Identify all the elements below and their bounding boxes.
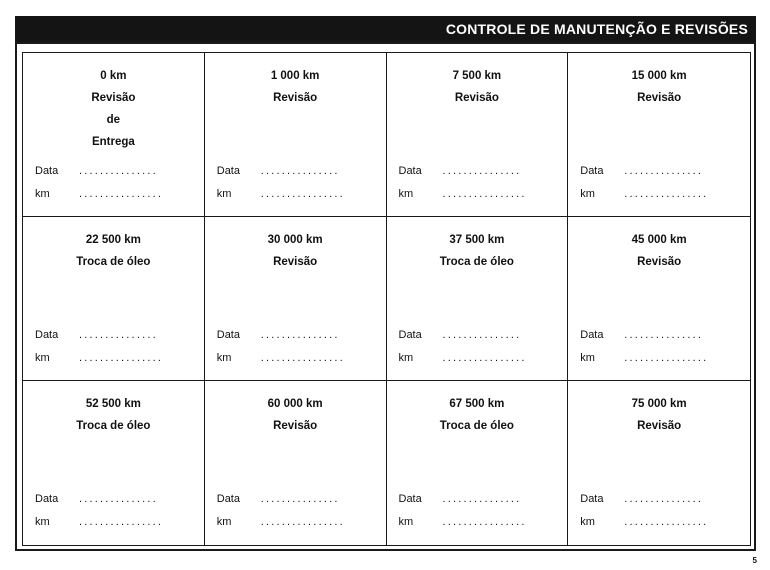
service-mileage: 60 000 km bbox=[267, 398, 323, 410]
service-type: Revisão bbox=[637, 420, 682, 432]
date-field-label: Data bbox=[216, 165, 240, 177]
km-field-label: km bbox=[398, 188, 414, 200]
km-field-label: km bbox=[580, 516, 595, 528]
date-field[interactable] bbox=[399, 493, 558, 505]
service-mileage: 67 500 km bbox=[449, 398, 505, 410]
km-field-dotted-line[interactable]: ................ bbox=[260, 352, 345, 364]
service-type: de bbox=[106, 114, 121, 126]
date-field-dotted-line[interactable]: ............... bbox=[79, 329, 158, 341]
date-field[interactable] bbox=[580, 165, 740, 177]
km-field[interactable] bbox=[580, 188, 740, 200]
date-field-label: Data bbox=[398, 329, 422, 341]
date-field-label: Data bbox=[580, 329, 604, 341]
km-field-dotted-line[interactable]: ................ bbox=[624, 352, 709, 364]
date-field-dotted-line[interactable]: ............... bbox=[442, 165, 522, 177]
km-field-label: km bbox=[216, 516, 232, 528]
service-type: Troca de óleo bbox=[439, 256, 514, 268]
service-cell bbox=[568, 217, 750, 381]
date-field-dotted-line[interactable]: ............... bbox=[79, 165, 158, 177]
date-field-label: Data bbox=[216, 329, 240, 341]
km-field[interactable] bbox=[580, 516, 740, 528]
service-heading bbox=[387, 393, 568, 437]
date-field-label: Data bbox=[35, 165, 59, 177]
km-field-label: km bbox=[580, 352, 595, 364]
date-field-label: Data bbox=[398, 493, 422, 505]
service-type: Revisão bbox=[454, 92, 499, 104]
date-field-label: Data bbox=[35, 329, 59, 341]
date-field[interactable] bbox=[35, 493, 194, 505]
date-field[interactable] bbox=[580, 493, 740, 505]
service-cell bbox=[387, 381, 569, 545]
service-mileage: 75 000 km bbox=[631, 398, 687, 410]
km-field[interactable] bbox=[217, 516, 376, 528]
service-mileage: 22 500 km bbox=[85, 234, 141, 246]
service-cell bbox=[23, 381, 205, 545]
page-title: CONTROLE DE MANUTENÇÃO E REVISÕES bbox=[445, 21, 748, 37]
km-field-label: km bbox=[398, 352, 414, 364]
service-cell bbox=[387, 217, 569, 381]
date-field-dotted-line[interactable]: ............... bbox=[260, 329, 340, 341]
service-heading bbox=[23, 65, 204, 153]
km-field[interactable] bbox=[217, 352, 376, 364]
date-field-label: Data bbox=[398, 165, 422, 177]
service-cell bbox=[205, 381, 387, 545]
service-cell bbox=[387, 53, 569, 217]
service-heading bbox=[205, 65, 386, 109]
service-cell bbox=[23, 217, 205, 381]
date-field-label: Data bbox=[216, 493, 240, 505]
date-field[interactable] bbox=[399, 165, 558, 177]
km-field-dotted-line[interactable]: ................ bbox=[260, 188, 345, 200]
km-field-dotted-line[interactable]: ................ bbox=[442, 188, 527, 200]
service-heading bbox=[205, 229, 386, 273]
km-field-dotted-line[interactable]: ................ bbox=[79, 188, 164, 200]
service-cell bbox=[205, 53, 387, 217]
service-heading bbox=[23, 393, 204, 437]
service-cell bbox=[568, 53, 750, 217]
km-field-label: km bbox=[216, 352, 232, 364]
date-field-label: Data bbox=[35, 493, 59, 505]
service-mileage: 15 000 km bbox=[631, 70, 687, 82]
km-field-label: km bbox=[35, 188, 50, 200]
date-field[interactable] bbox=[580, 329, 740, 341]
service-type: Troca de óleo bbox=[76, 420, 151, 432]
service-mileage: 52 500 km bbox=[85, 398, 141, 410]
km-field-dotted-line[interactable]: ................ bbox=[624, 516, 709, 528]
page-number: 5 bbox=[752, 556, 757, 565]
date-field-dotted-line[interactable]: ............... bbox=[79, 493, 158, 505]
date-field[interactable] bbox=[217, 493, 376, 505]
header-bar bbox=[15, 16, 756, 42]
date-field-dotted-line[interactable]: ............... bbox=[624, 493, 704, 505]
km-field-dotted-line[interactable]: ................ bbox=[79, 516, 164, 528]
km-field[interactable] bbox=[35, 516, 194, 528]
service-type: Revisão bbox=[273, 420, 318, 432]
service-heading bbox=[23, 229, 204, 273]
km-field-label: km bbox=[580, 188, 595, 200]
service-type: Revisão bbox=[273, 92, 318, 104]
date-field[interactable] bbox=[217, 329, 376, 341]
service-mileage: 0 km bbox=[100, 70, 127, 82]
km-field-label: km bbox=[35, 352, 50, 364]
service-cell bbox=[205, 217, 387, 381]
service-heading bbox=[205, 393, 386, 437]
service-type: Revisão bbox=[273, 256, 318, 268]
km-field-dotted-line[interactable]: ................ bbox=[624, 188, 709, 200]
km-field-dotted-line[interactable]: ................ bbox=[442, 352, 527, 364]
service-type: Revisão bbox=[637, 256, 682, 268]
km-field-label: km bbox=[216, 188, 232, 200]
km-field[interactable] bbox=[399, 188, 558, 200]
date-field[interactable] bbox=[399, 329, 558, 341]
date-field-dotted-line[interactable]: ............... bbox=[624, 165, 704, 177]
km-field[interactable] bbox=[580, 352, 740, 364]
km-field[interactable] bbox=[399, 516, 558, 528]
date-field-dotted-line[interactable]: ............... bbox=[442, 329, 522, 341]
km-field-dotted-line[interactable]: ................ bbox=[442, 516, 527, 528]
service-type: Entrega bbox=[91, 136, 135, 148]
date-field[interactable] bbox=[35, 329, 194, 341]
service-type: Troca de óleo bbox=[76, 256, 151, 268]
km-field[interactable] bbox=[35, 352, 194, 364]
date-field[interactable] bbox=[35, 165, 194, 177]
service-heading bbox=[568, 65, 750, 109]
km-field-label: km bbox=[398, 516, 414, 528]
service-mileage: 30 000 km bbox=[267, 234, 323, 246]
service-mileage: 7 500 km bbox=[452, 70, 502, 82]
date-field[interactable] bbox=[217, 165, 376, 177]
service-mileage: 45 000 km bbox=[631, 234, 687, 246]
date-field-label: Data bbox=[580, 493, 604, 505]
km-field-dotted-line[interactable]: ................ bbox=[79, 352, 164, 364]
service-heading bbox=[387, 229, 568, 273]
service-type: Troca de óleo bbox=[439, 420, 514, 432]
maintenance-sheet bbox=[15, 42, 756, 551]
km-field[interactable] bbox=[217, 188, 376, 200]
date-field-dotted-line[interactable]: ............... bbox=[624, 329, 704, 341]
maintenance-grid bbox=[22, 52, 751, 546]
date-field-label: Data bbox=[580, 165, 604, 177]
service-type: Revisão bbox=[91, 92, 136, 104]
service-mileage: 1 000 km bbox=[270, 70, 320, 82]
km-field[interactable] bbox=[399, 352, 558, 364]
date-field-dotted-line[interactable]: ............... bbox=[260, 493, 340, 505]
service-cell bbox=[23, 53, 205, 217]
date-field-dotted-line[interactable]: ............... bbox=[260, 165, 340, 177]
service-heading bbox=[568, 393, 750, 437]
service-mileage: 37 500 km bbox=[449, 234, 505, 246]
service-cell bbox=[568, 381, 750, 545]
service-heading bbox=[568, 229, 750, 273]
km-field[interactable] bbox=[35, 188, 194, 200]
service-heading bbox=[387, 65, 568, 109]
km-field-dotted-line[interactable]: ................ bbox=[260, 516, 345, 528]
date-field-dotted-line[interactable]: ............... bbox=[442, 493, 522, 505]
service-type: Revisão bbox=[637, 92, 682, 104]
km-field-label: km bbox=[35, 516, 50, 528]
